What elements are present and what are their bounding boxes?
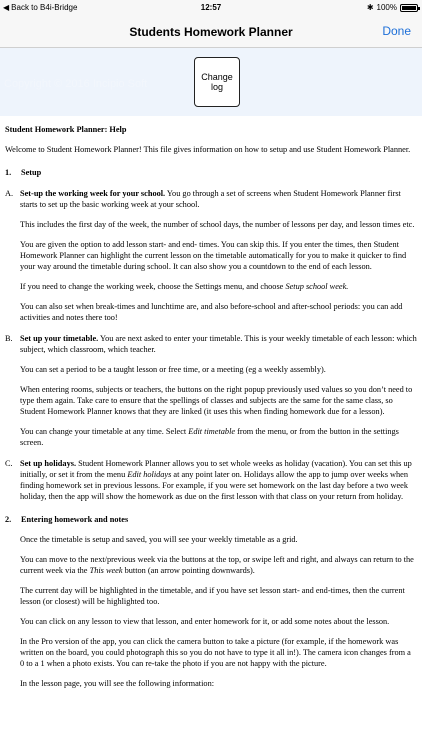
setup-item-holidays (5, 458, 417, 502)
item-letter: A. (5, 189, 14, 198)
copyright-watermark: Copyright © 2016 Incipio Soft (4, 78, 148, 90)
item-text: Student Homework Planner allows you to set whole weeks as holiday (vacation). You can set this up initially, or set it from the menu (20, 459, 412, 479)
paragraph: When entering rooms, subjects or teachers, the buttons on the right popup previously used values so you don’t need to type them again. Take care to ensure that the spellings of classes and subjects are the same for the same class, so Student Homework Planner knows that they are linked (it uses this when finding homework due for a lesson). (20, 385, 413, 416)
bluetooth-icon: ✱ (366, 3, 374, 12)
paragraph: You are given the option to add lesson start- and end- times. You can skip this. If you enter the times, then Student Homework Planner can highlight the current lesson on the timetable automatically for you to make it quicker to find your way around the timetable during school. It can also show you a countdown to the end of each lesson. (20, 240, 407, 271)
paragraph-text: You can change your timetable at any time. Select (20, 427, 189, 436)
paragraph: The current day will be highlighted in the timetable, and if you have set lesson start- and end-times, then the current lesson (or closest) will be highlighted too. (20, 586, 405, 606)
paragraph: You can set a period to be a taught lesson or free time, or a meeting (eg a weekly assembly). (20, 365, 326, 374)
setup-item-working-week (5, 188, 417, 210)
help-title: Student Homework Planner: Help (5, 125, 127, 134)
menu-reference: This week (89, 566, 123, 575)
menu-reference: Edit holidays (127, 470, 172, 479)
menu-reference: Setup school week. (285, 282, 349, 291)
page-title: Students Homework Planner (129, 25, 293, 39)
item-heading: Set up holidays. (20, 459, 77, 468)
paragraph-text: button (an arrow pointing downwards). (122, 566, 255, 575)
battery-icon (400, 4, 418, 12)
item-text: You are next asked to enter your timetable. This is your weekly timetable of each lesson: which subject, which classroom, which teacher. (20, 334, 417, 354)
paragraph-text: from the menu, or from the button in the settings screen. (20, 427, 399, 447)
help-intro: Welcome to Student Homework Planner! This file gives information on how to setup and use Student Homework Planner. (5, 145, 411, 154)
paragraph-text: You can move to the next/previous week via the buttons at the top, or swipe left and right, and always can return to the current week via the (20, 555, 414, 575)
item-text: You go through a set of screens when Student Homework Planner first starts to set up the basic working week at your school. (20, 189, 401, 209)
section-number: 1. (5, 168, 12, 177)
item-heading: Set-up the working week for your school. (20, 189, 166, 198)
paragraph: This includes the first day of the week, the number of school days, the number of lessons per day, and lesson times etc. (20, 220, 415, 229)
help-document[interactable] (5, 116, 417, 750)
change-log-button[interactable]: Change log (194, 57, 240, 107)
item-heading: Set up your timetable. (20, 334, 99, 343)
item-letter: C. (5, 459, 13, 468)
battery-fill (402, 6, 416, 10)
item-letter: B. (5, 334, 13, 343)
status-time: 12:57 (200, 3, 222, 12)
item-text: at any point later on. Holidays allow the app to jump over weeks when finding homework set in previous lessons. For example, if you were set homework on the last day before a two week holiday, then the app will show the homework as due on the first lesson with that class on your return from holiday. (20, 470, 409, 501)
paragraph: Once the timetable is setup and saved, you will see your weekly timetable as a grid. (20, 535, 298, 544)
paragraph: In the Pro version of the app, you can click the camera button to take a picture (for example, if the homework was written on the board, you could photograph this so you do not have to type it all in!). The camera icon changes from a 0 to a 1 when a photo exists. You can re-take the photo if you are not happy with the picture. (20, 637, 411, 668)
paragraph: You can click on any lesson to view that lesson, and enter homework for it, or add some notes about the lesson. (20, 617, 390, 626)
section-title: Setup (21, 168, 42, 177)
paragraph (5, 426, 417, 448)
paragraph (5, 554, 417, 576)
status-right (367, 3, 418, 12)
menu-reference: Edit timetable (188, 427, 236, 436)
paragraph (5, 281, 417, 292)
back-arrow-icon: ◀ (3, 3, 10, 12)
status-bar (0, 0, 422, 16)
done-button[interactable]: Done (382, 24, 411, 38)
navigation-bar (0, 16, 422, 48)
battery-percent: 100% (376, 3, 397, 12)
section-title: Entering homework and notes (21, 515, 129, 524)
setup-item-timetable (5, 333, 417, 355)
section-number: 2. (5, 515, 12, 524)
back-to-app-label: Back to B4i-Bridge (11, 3, 78, 12)
paragraph: You can also set when break-times and lunchtime are, and also before-school and after-school periods: you can add activities and notes there too! (20, 302, 403, 322)
paragraph-text: If you need to change the working week, choose the Settings menu, and choose (20, 282, 286, 291)
paragraph: In the lesson page, you will see the following information: (20, 679, 215, 688)
banner (0, 48, 422, 116)
section-heading-setup (5, 167, 417, 178)
section-heading-homework (5, 514, 417, 525)
